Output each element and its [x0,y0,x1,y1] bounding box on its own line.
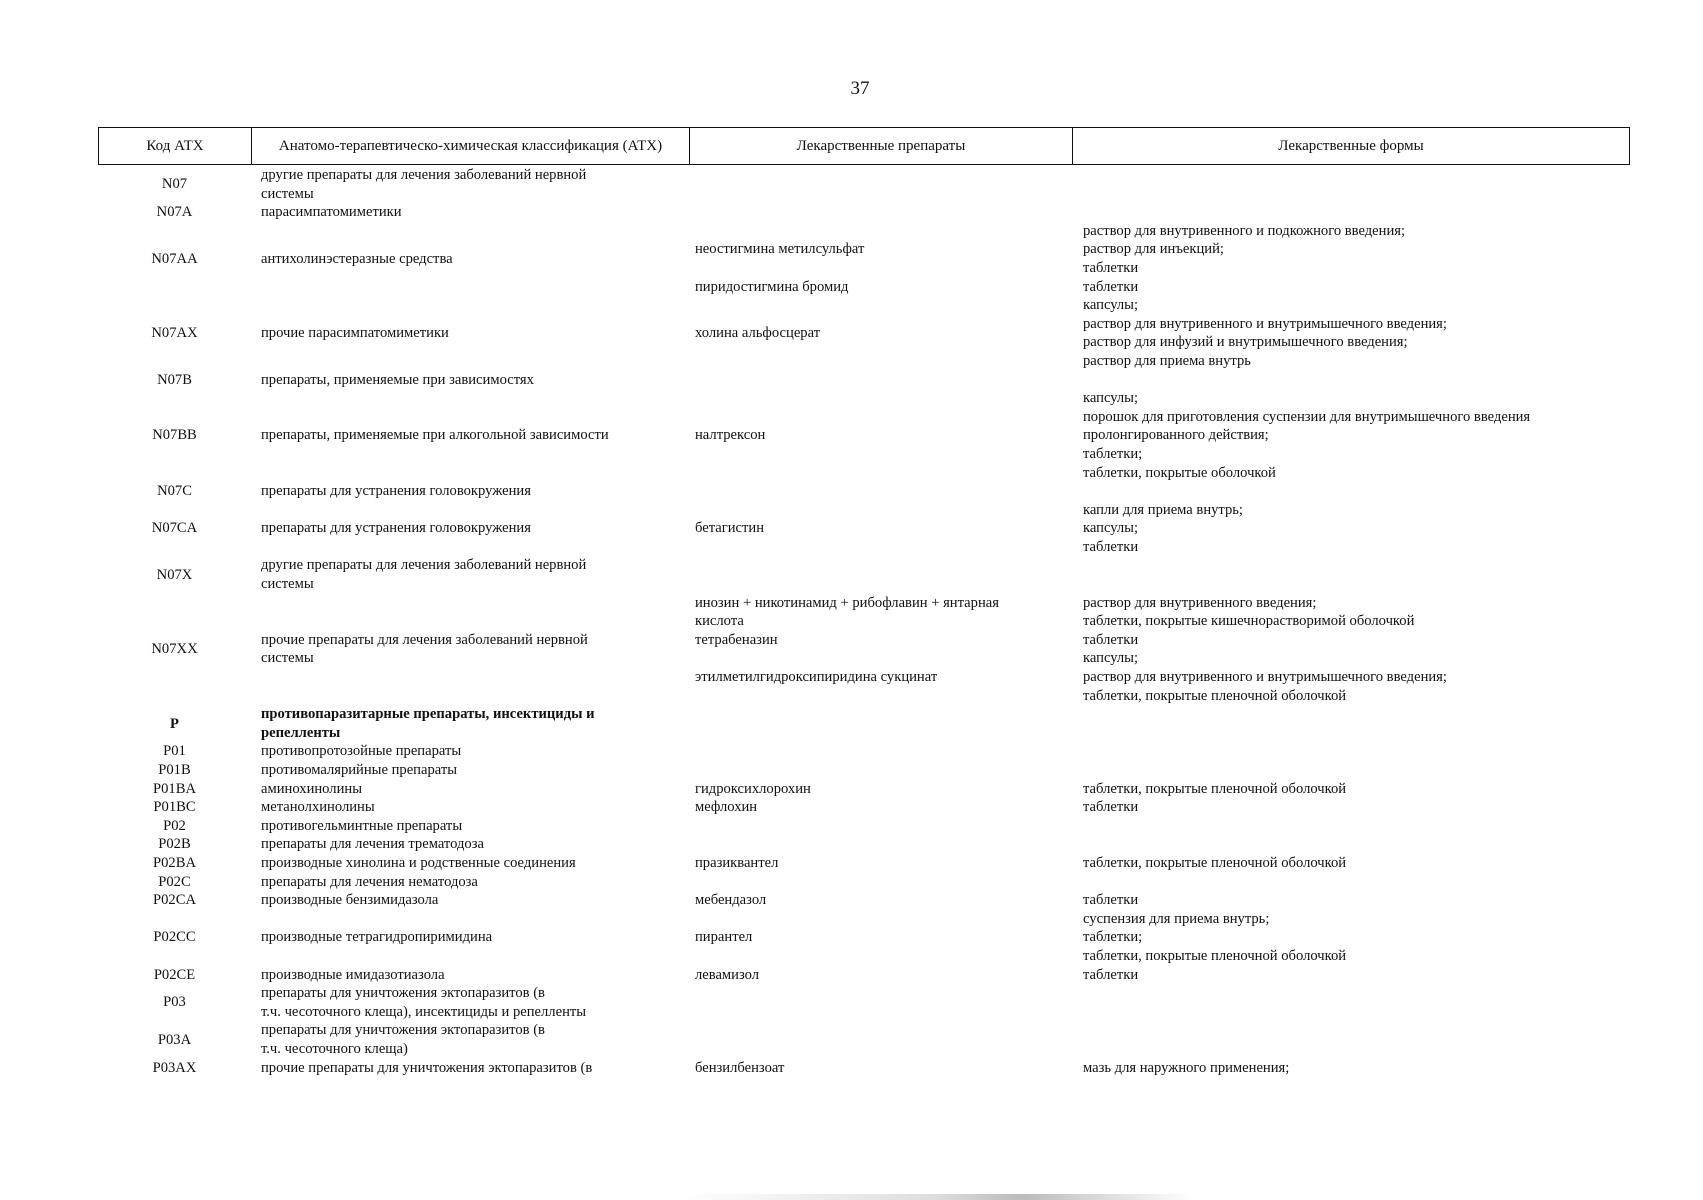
dosage-forms [1071,594,1630,631]
drug-entry [683,222,1630,278]
atc-code: P01BA [153,780,196,797]
atc-code: P02 [163,817,186,834]
drug-name [683,426,1071,445]
atc-description [251,761,683,780]
atc-description-line: системы [261,185,314,202]
drug-entry [683,780,1630,799]
dosage-form-line: таблетки, покрытые кишечнорастворимой оболочкой [1083,613,1415,630]
atc-code: P01BC [153,799,196,816]
drug-name [683,780,1071,799]
dosage-form-line: раствор для внутривенного и внутримышечного введения; [1083,669,1447,686]
drug-list [683,854,1630,873]
atc-description [251,873,683,892]
drug-entry [683,631,1630,650]
atc-code: N07A [156,204,193,221]
drug-entry [683,389,1630,482]
drug-list [683,780,1630,799]
drug-entry [683,798,1630,817]
drug-name [683,278,1071,297]
drug-list [683,296,1630,370]
atc-description [251,798,683,817]
dosage-forms [1071,631,1630,650]
dosage-form-line: таблетки; [1083,929,1143,946]
atc-code: P02CA [153,892,196,909]
atc-description-line: системы [261,576,314,593]
atc-code: N07BB [152,427,197,444]
drug-entry [683,278,1630,297]
atc-description-line: противопаразитарные препараты, инсектициды и [261,706,595,723]
dosage-form-line: капсулы; [1083,650,1139,667]
header-drugs: Лекарственные препараты [690,128,1073,164]
header-forms: Лекарственные формы [1278,137,1424,154]
atc-description [251,371,683,390]
atc-description-line: препараты для уничтожения эктопаразитов (в [261,985,545,1002]
dosage-forms [1071,798,1630,817]
atc-description [251,203,683,222]
drug-name [683,631,1071,650]
atc-description [251,742,683,761]
drug-list [683,594,1630,706]
drug-name-line: мефлохин [695,799,758,816]
drug-entry [683,1059,1630,1078]
atc-description [251,426,683,445]
dosage-form-line: раствор для внутривенного введения; [1083,594,1317,611]
atc-code: N07XX [151,641,198,658]
table-row [98,1059,1630,1078]
table-row [98,371,1630,390]
atc-description [251,324,683,343]
atc-description-line: т.ч. чесоточного клеща) [261,1040,408,1057]
dosage-form-line: таблетки; [1083,445,1143,462]
table-row [98,854,1630,873]
dosage-forms [1071,389,1630,482]
drug-name-line: холина альфосцерат [695,325,821,342]
drug-name [683,519,1071,538]
table-row [98,556,1630,593]
atc-description-line: антихолинэстеразные средства [261,250,453,267]
atc-description [251,780,683,799]
dosage-form-line: суспензия для приема внутрь; [1083,910,1270,927]
table-row [98,482,1630,501]
drug-name-line: налтрексон [695,427,766,444]
table-row [98,166,1630,203]
atc-description-line: прочие парасимпатомиметики [261,325,449,342]
atc-description-line: противопротозойные препараты [261,743,462,760]
atc-description-line: производные тетрагидропиримидина [261,929,493,946]
atc-description [251,705,683,742]
dosage-form-line: таблетки, покрытые пленочной оболочкой [1083,947,1347,964]
drug-name [683,928,1071,947]
dosage-form-line: раствор для внутривенного и внутримышечного введения; [1083,315,1447,332]
atc-code: N07AA [151,250,198,267]
atc-code: P01B [158,762,191,778]
dosage-form-line: раствор для инфузий и внутримышечного введения; [1083,334,1408,351]
header-code: Код АТХ [99,128,252,164]
drug-list [683,966,1630,985]
dosage-forms [1071,910,1630,966]
atc-code: P01 [163,743,186,760]
atc-description-line: производные бензимидазола [261,892,439,909]
drug-name [683,966,1071,985]
dosage-form-line: таблетки [1083,631,1139,648]
atc-description-line: аминохинолины [261,780,362,797]
dosage-form-line: капсулы; [1083,297,1139,314]
drug-list [683,891,1630,910]
atc-description [251,1059,683,1078]
atc-description [251,519,683,538]
dosage-form-line: раствор для внутривенного и подкожного введения; [1083,222,1406,239]
atc-code: P03AX [152,1059,197,1076]
atc-description [251,817,683,836]
atc-description-line: другие препараты для лечения заболеваний нервной [261,557,587,574]
table-row [98,798,1630,817]
atc-code: P02CC [153,929,196,946]
dosage-form-line: пролонгированного действия; [1083,427,1269,444]
atc-code: P02CE [153,966,196,983]
scan-edge [0,1194,1703,1200]
dosage-form-line: таблетки, покрытые пленочной оболочкой [1083,854,1347,871]
dosage-forms [1071,222,1630,278]
dosage-forms [1071,780,1630,799]
atc-description [251,854,683,873]
table-row [98,873,1630,892]
table-row [98,984,1630,1021]
atc-code: P02B [158,836,191,853]
dosage-forms [1071,501,1630,557]
atc-code: N07CA [151,520,198,537]
table-header [98,127,1630,165]
drug-list [683,798,1630,817]
drug-list [683,910,1630,966]
atc-description-line: другие препараты для лечения заболеваний нервной [261,167,587,183]
drug-name [683,594,1071,631]
atc-description [251,250,683,269]
dosage-forms [1071,966,1630,985]
atc-description-line: противогельминтные препараты [261,817,463,834]
atc-description-line: препараты, применяемые при алкогольной зависимости [261,427,609,444]
atc-code: P02C [158,873,191,890]
dosage-form-line: таблетки [1083,538,1139,555]
drug-name-line: пирантел [695,929,753,946]
drug-list [683,222,1630,296]
drug-entry [683,296,1630,370]
atc-code: N07B [157,371,192,388]
drug-name-line: инозин + никотинамид + рибофлавин + янтарная [695,594,999,611]
dosage-forms [1071,891,1630,910]
drug-entry [683,501,1630,557]
atc-description-line: производные имидазотиазола [261,966,445,983]
table-row [98,296,1630,370]
drug-name-line: кислота [695,613,744,630]
dosage-form-line: порошок для приготовления суспензии для внутримышечного введения [1083,408,1531,425]
atc-description-line: препараты, применяемые при зависимостях [261,371,534,388]
atc-code: N07X [156,566,193,583]
drug-name-line: левамизол [695,966,760,983]
atc-description-line: прочие препараты для уничтожения эктопаразитов (в [261,1059,593,1076]
drug-name [683,891,1071,910]
atc-description-line: препараты для лечения трематодоза [261,836,484,853]
drug-name-line: гидроксихлорохин [695,780,811,797]
dosage-form-line: таблетки [1083,278,1139,295]
atc-description [251,631,683,668]
atc-description-line: производные хинолина и родственные соединения [261,854,576,871]
atc-code: N07C [157,483,192,500]
dosage-form-line: таблетки [1083,966,1139,983]
drug-name-line: празиквантел [695,854,779,871]
atc-code: N07 [161,176,188,193]
atc-description-line: т.ч. чесоточного клеща), инсектициды и репелленты [261,1003,587,1020]
atc-description-line: препараты для устранения головокружения [261,483,531,500]
drug-name-line: пиридостигмина бромид [695,278,849,295]
table-row [98,222,1630,296]
drug-name-line: мебендазол [695,892,767,909]
atc-description [251,928,683,947]
drug-name [683,1059,1071,1078]
table-row [98,203,1630,222]
table-row [98,817,1630,836]
drug-name-line: тетрабеназин [695,631,778,648]
atc-description [251,482,683,501]
atc-description-line: препараты для устранения головокружения [261,520,531,537]
dosage-form-line: таблетки [1083,799,1139,816]
table-row [98,780,1630,799]
table-row [98,835,1630,854]
atc-description-line: репелленты [261,724,341,741]
atc-description [251,966,683,985]
dosage-form-line: раствор для приема внутрь [1083,352,1251,369]
atc-code: P02BA [153,854,196,871]
table-row [98,705,1630,742]
drug-name [683,854,1071,873]
dosage-form-line: таблетки, покрытые оболочкой [1083,464,1276,481]
atc-code: P03 [163,994,186,1011]
atc-code: P [170,715,179,732]
table-row [98,594,1630,706]
atc-description [251,891,683,910]
dosage-forms [1071,296,1630,370]
atc-description [251,835,683,854]
dosage-form-line: таблетки [1083,259,1139,276]
drug-name-line: бензилбензоат [695,1059,785,1076]
table-row [98,966,1630,985]
dosage-form-line: капсулы; [1083,390,1139,407]
drug-name-line: этилметилгидроксипиридина сукцинат [695,669,938,686]
dosage-forms [1071,1059,1630,1078]
dosage-form-line: раствор для инъекций; [1083,241,1224,258]
drug-entry [683,891,1630,910]
atc-code: N07AX [151,325,198,342]
drug-entry [683,594,1630,631]
drug-list [683,501,1630,557]
drug-entry [683,854,1630,873]
dosage-form-line: капли для приема внутрь; [1083,501,1243,518]
dosage-form-line: таблетки [1083,892,1139,909]
drug-name [683,240,1071,259]
atc-code: P03A [157,1031,192,1048]
drug-name [683,668,1071,687]
atc-description-line: противомалярийные препараты [261,762,458,778]
table-row [98,891,1630,910]
drug-list [683,389,1630,482]
atc-description [251,1021,683,1058]
drug-name-line: бетагистин [695,520,765,537]
table-row [98,501,1630,557]
drug-entry [683,910,1630,966]
table-row [98,1021,1630,1058]
dosage-forms [1071,649,1630,705]
dosage-forms [1071,854,1630,873]
table-body [98,166,1630,1077]
atc-description-line: парасимпатомиметики [261,204,402,221]
dosage-form-line: таблетки, покрытые пленочной оболочкой [1083,780,1347,797]
table-row [98,910,1630,966]
atc-description-line: метанолхинолины [261,799,375,816]
table-row [98,389,1630,482]
dosage-form-line: капсулы; [1083,520,1139,537]
atc-description [251,984,683,1021]
page-number: 37 [850,78,870,99]
atc-description [251,166,683,203]
drug-name [683,798,1071,817]
atc-description [251,556,683,593]
drug-name [683,324,1071,343]
dosage-forms [1071,278,1630,297]
atc-description-line: препараты для уничтожения эктопаразитов (в [261,1022,545,1039]
atc-description-line: прочие препараты для лечения заболеваний нервной [261,631,588,648]
drug-entry [683,966,1630,985]
dosage-form-line: таблетки, покрытые пленочной оболочкой [1083,687,1347,704]
drug-entry [683,649,1630,705]
table-row [98,742,1630,761]
atc-description-line: препараты для лечения нематодоза [261,873,478,890]
atc-description-line: системы [261,650,314,667]
drug-list [683,1059,1630,1078]
drug-name-line: неостигмина метилсульфат [695,241,865,258]
header-atc-classification: Анатомо-терапевтическо-химическая классификация (АТХ) [252,128,690,164]
dosage-form-line: мазь для наружного применения; [1083,1059,1290,1076]
table-row [98,761,1630,780]
